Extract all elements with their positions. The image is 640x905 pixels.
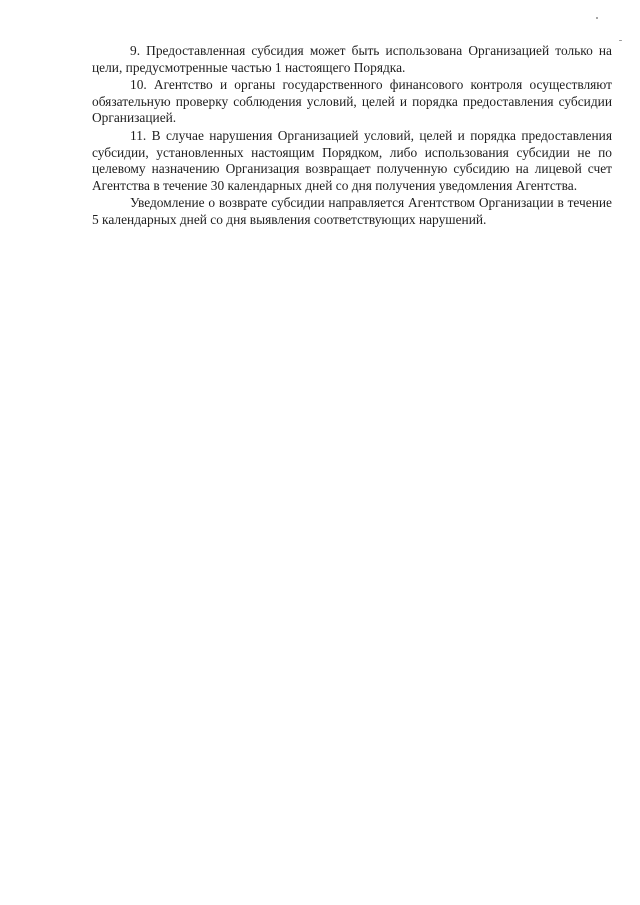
- document-body: [92, 43, 612, 229]
- paragraph-10: 10. Агентство и органы государственного финансового контроля осуществляют обязательную проверку соблюдения условий, целей и порядка предоставления субсидии Организацией.: [92, 77, 612, 126]
- paragraph-notice: Уведомление о возврате субсидии направляется Агентством Организации в течение 5 календарных дней со дня выявления соответствующих нарушений.: [92, 195, 612, 227]
- scan-speck: [596, 17, 598, 19]
- paragraph-11: 11. В случае нарушения Организацией условий, целей и порядка предоставления субсидии, установленных настоящим Порядком, либо использования субсидии не по целевому назначению Организация возвращает полученную субсидию на лицевой счет Агентства в течение 30 календарных дней со дня получения уведомления Агентства.: [92, 127, 612, 193]
- paragraph-9: 9. Предоставленная субсидия может быть использована Организацией только на цели, предусмотренные частью 1 настоящего Порядка.: [92, 43, 612, 75]
- scan-speck: [619, 40, 622, 41]
